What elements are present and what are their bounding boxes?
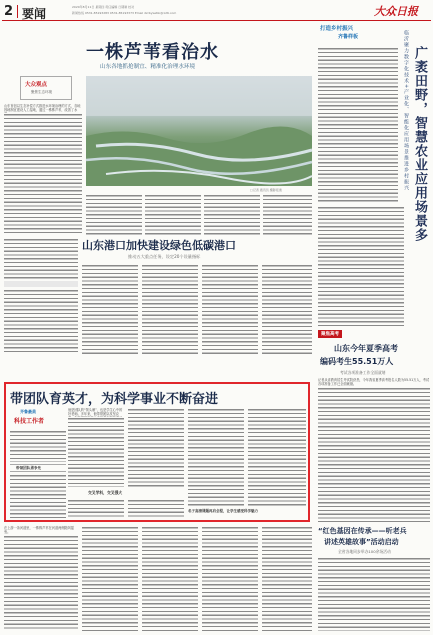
top-mid-column-4	[263, 194, 312, 236]
exam-title-2: 编码考生55.51万人	[320, 357, 394, 366]
page-number-divider	[17, 5, 18, 18]
bottom-col-1	[4, 535, 78, 631]
featured-kicker-box	[10, 408, 62, 428]
featured-story-box[interactable]	[4, 382, 310, 522]
photo-caption: □记者 通讯员 摄影报道	[250, 188, 282, 192]
bottom-col-5	[262, 526, 312, 631]
bottom-lead: 在上游一条河道里，一株株芦苇在河道两侧随风摇曳。	[4, 526, 75, 535]
side-kicker-top: 打造乡村振兴	[320, 26, 354, 32]
side-kicker-bottom: 齐鲁样板	[338, 34, 359, 40]
header-meta-1: 2020年8月11日 星期四 责任编辑 日期制 校对	[72, 5, 135, 9]
red-story-text	[318, 557, 430, 631]
top-story-subtitle: 山东各地抓抢制宜、精准化治理水环境	[100, 64, 196, 70]
red-story-title-2: 讲述英雄故事”活动启动	[324, 538, 399, 546]
featured-col-2b	[68, 499, 124, 519]
featured-kicker-2: 科技工作者	[14, 418, 45, 425]
top-mid-column-3	[204, 194, 260, 236]
port-column-2	[82, 264, 138, 354]
port-column-5	[262, 264, 312, 354]
wetland-photo-graphic	[86, 76, 312, 186]
opinion-box-title: 大众观点	[25, 82, 48, 88]
top-left-column-text	[4, 113, 82, 235]
featured-subhead-2-text: 交叉学科，交叉强大	[88, 490, 123, 495]
side-story-intro: 临沂聚力数字化技术+产业化、智能化应用场景推进乡村振兴	[403, 30, 409, 192]
red-story-subtitle: 全省各地同步举办100余场活动	[338, 549, 391, 554]
side-story-title: 广袤田野，智慧农业应用场景多	[412, 46, 427, 242]
side-story-kicker	[318, 24, 400, 44]
top-mid-column-2	[145, 194, 201, 236]
top-left-column-lead: 山东首创以生态补偿方式推进水环境治理的方式，各地因地制宜建设人工湿地，通过一株株芦苇，改善了水	[4, 104, 81, 113]
section-title: 要闻	[22, 7, 47, 21]
port-column-4	[202, 264, 258, 354]
exam-subtitle: 考试各项准备工作全面就绪	[340, 370, 386, 375]
port-story-title: 山东港口加快建设绿色低碳港口	[82, 239, 236, 252]
page-number: 2	[4, 4, 14, 19]
featured-col-3b	[128, 499, 184, 519]
header-meta-2: 新闻热线 0531-85193283 0531-85193373 Email dzrbywzbk@126.com	[72, 11, 177, 15]
featured-subhead-3-text: 名子高清课题再启全程，让学生感受科学魅力	[188, 509, 258, 513]
bottom-col-3	[142, 526, 198, 631]
featured-col-1b	[10, 474, 66, 519]
opinion-box-subtitle: 聚焦生态环境	[31, 90, 52, 94]
featured-col-1a	[10, 430, 66, 462]
featured-col-4	[188, 408, 244, 508]
port-column-1	[4, 238, 78, 280]
left-subhead	[4, 281, 78, 287]
port-column-1b	[4, 289, 78, 355]
bottom-col-2	[82, 526, 138, 631]
page-header	[2, 3, 431, 21]
exam-title: 山东今年夏季高考	[334, 344, 398, 353]
featured-subhead-2	[68, 490, 188, 497]
featured-title: 带团队育英才，为科学事业不断奋进	[10, 392, 219, 407]
bottom-col-4	[202, 526, 258, 631]
featured-kicker: 齐鲁最美	[20, 409, 36, 414]
port-column-3	[142, 264, 198, 354]
featured-subhead-1-text: 带领团队勇争先	[16, 466, 42, 470]
opinion-box	[20, 76, 72, 100]
port-story-subtitle: 推动五大重点任务，设定20个设量指标	[128, 254, 201, 259]
featured-col-2	[68, 417, 124, 487]
side-story-text	[318, 47, 398, 202]
red-story-title: “红色基因在传承——听老兵	[318, 527, 407, 535]
top-mid-column-1	[86, 194, 142, 236]
featured-col-5	[248, 408, 306, 506]
wetland-photo	[86, 76, 312, 186]
featured-subhead-3	[188, 508, 304, 518]
featured-subhead-1	[10, 464, 66, 472]
featured-col-3	[128, 408, 184, 488]
exam-text	[318, 387, 430, 522]
top-story-title: 一株芦苇看治水	[86, 42, 219, 63]
exam-tag: 聚焦高考	[318, 330, 342, 338]
exam-lead: 记者从省教育招生考试院获悉，今年我省夏季高考报名人数为55.51万人，考试各项准备工作已全面就绪。	[318, 378, 430, 387]
side-story-text-2	[318, 206, 404, 326]
featured-lead: 他是团队的“领头雁”，也是学生心中的好老师。多年来，他带领团队攻坚克	[68, 408, 123, 417]
masthead-logo: 大众日报	[374, 5, 418, 18]
